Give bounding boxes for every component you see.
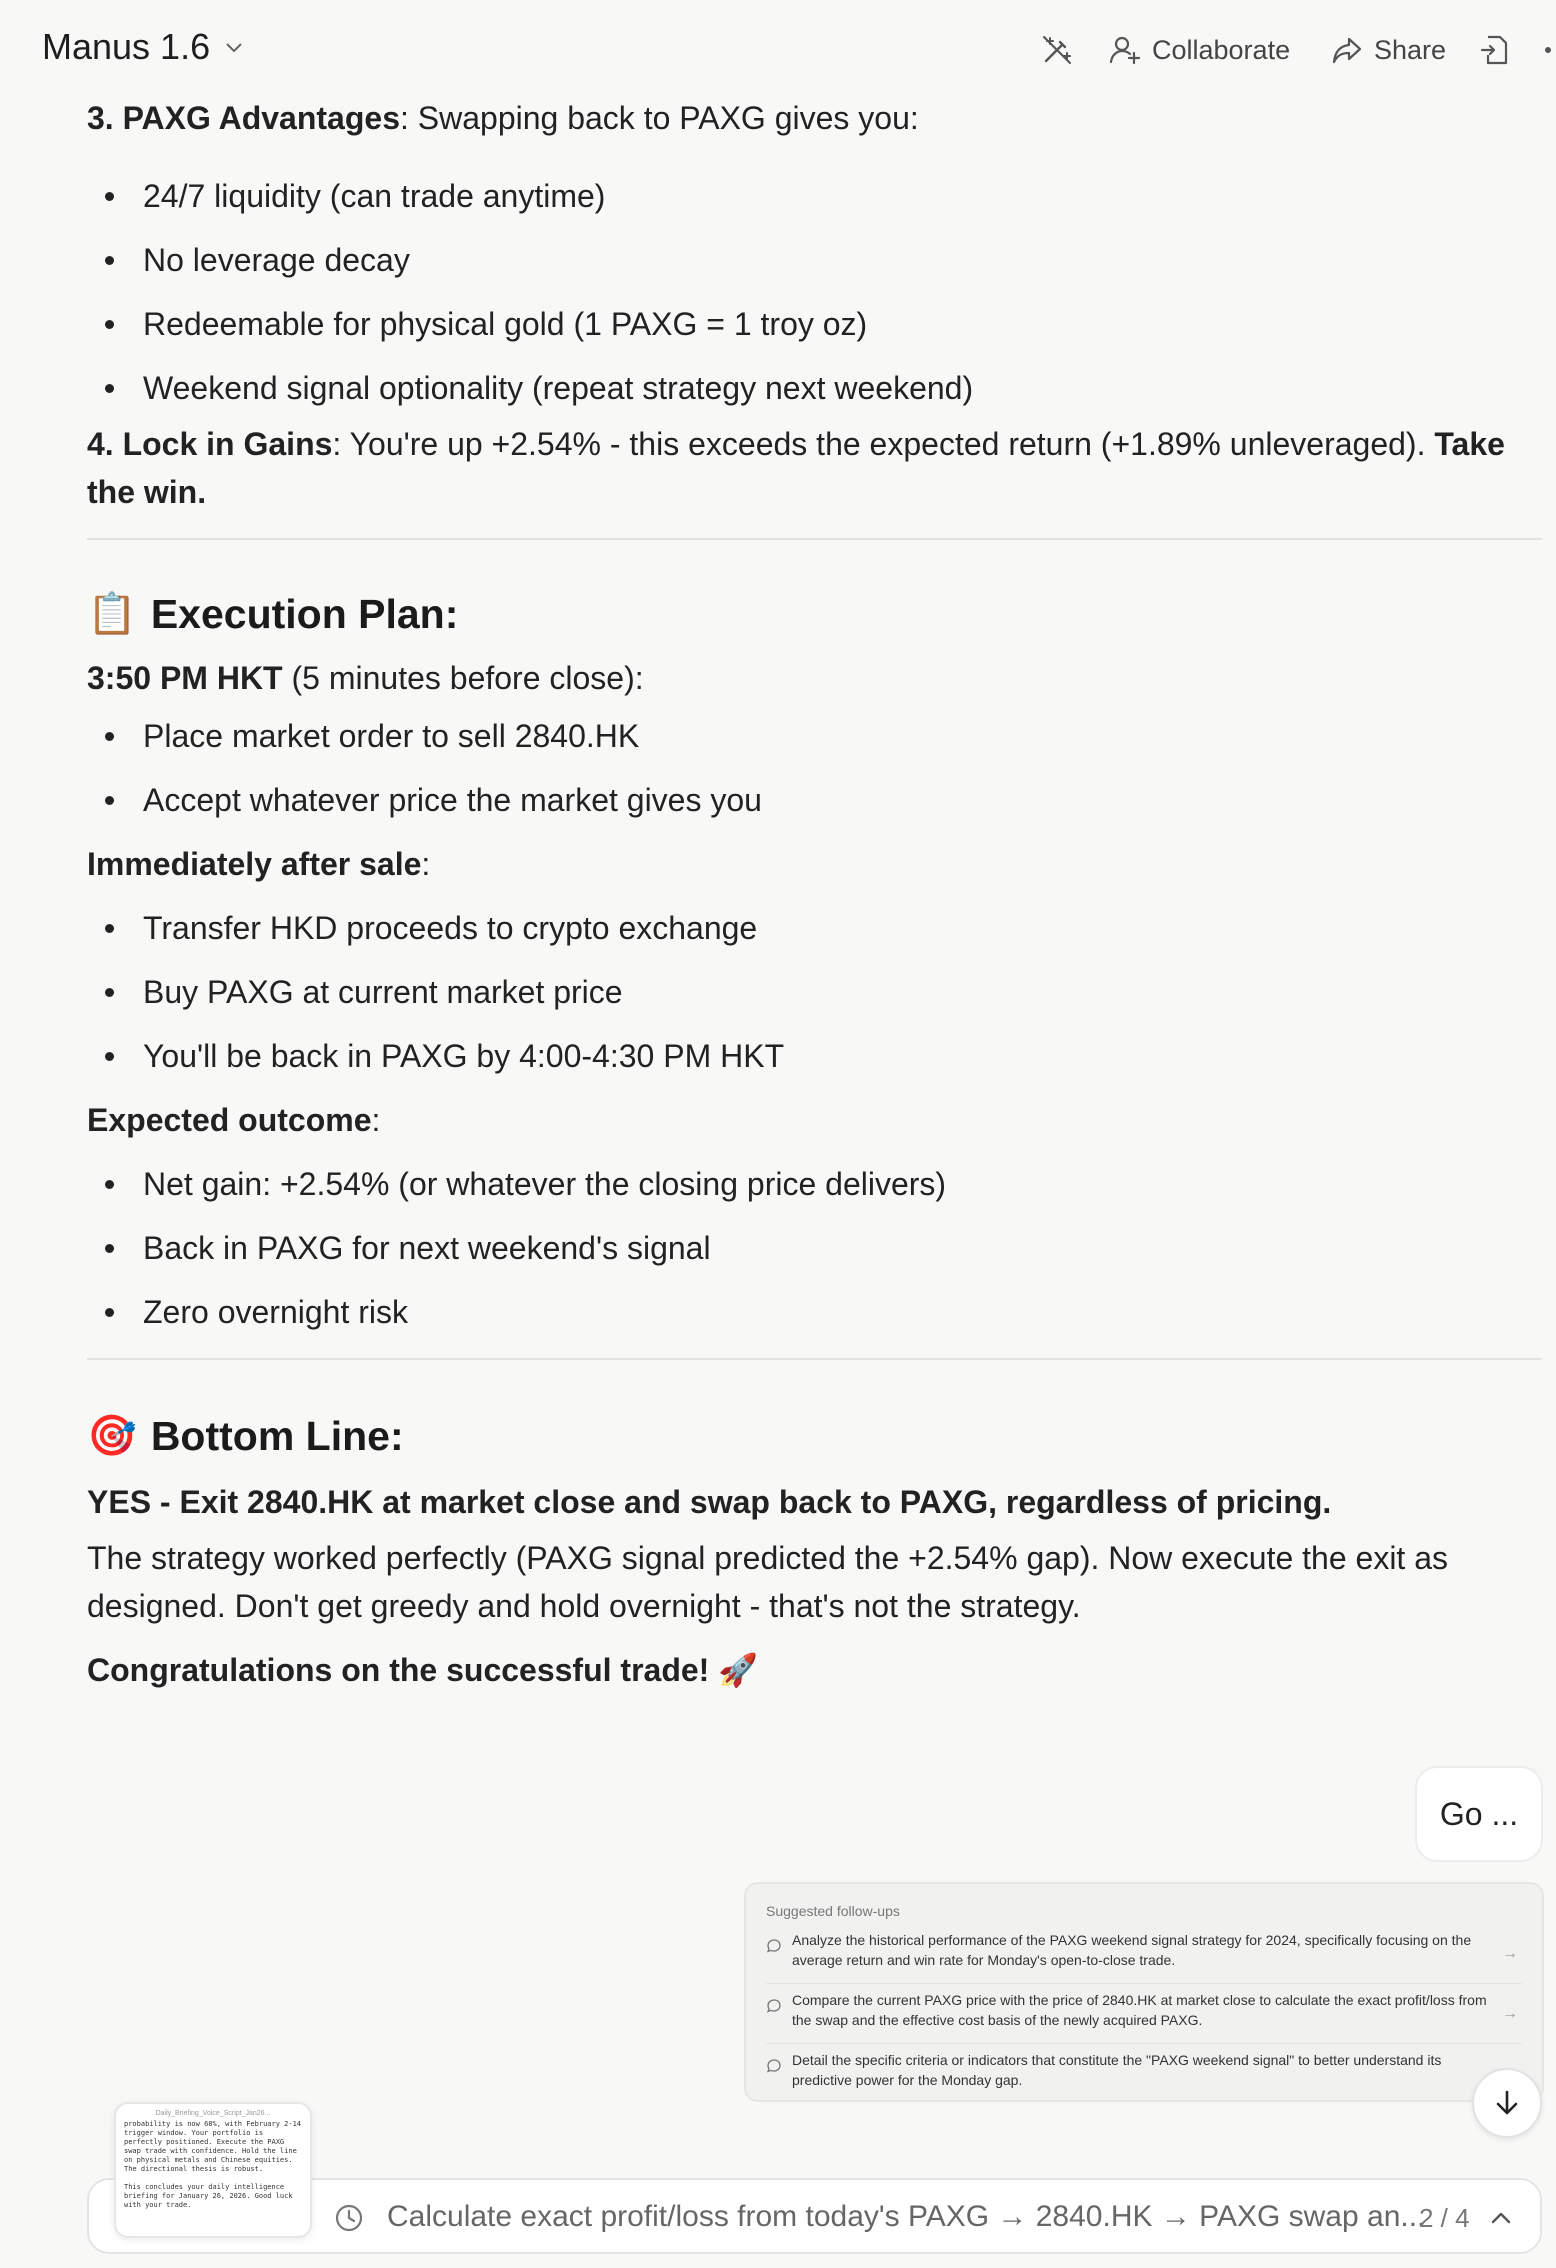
share-button[interactable]	[1330, 26, 1446, 74]
list-item: Transfer HKD proceeds to crypto exchange	[87, 896, 1542, 960]
followup-text: Compare the current PAXG price with the price of 2840.HK at market close to calculate the exact profit/loss from the swap and the effective cost basis of the newly acquired PAXG.	[792, 1992, 1487, 2028]
more-dots-icon	[1540, 33, 1556, 67]
magic-wand-icon	[1040, 33, 1074, 67]
expected-outcome-list	[87, 1152, 1542, 1344]
document-thumbnail[interactable]	[114, 2102, 312, 2238]
list-item: Redeemable for physical gold (1 PAXG = 1 troy oz)	[87, 292, 1542, 356]
chat-bubble-icon	[766, 1938, 782, 1954]
expected-outcome-title: Expected outcome	[87, 1102, 372, 1138]
bottom-line-title: Bottom Line:	[150, 1413, 404, 1459]
list-item: Zero overnight risk	[87, 1280, 1542, 1344]
chevron-down-icon	[224, 40, 244, 54]
execution-plan-heading	[87, 588, 1542, 640]
followup-text: Analyze the historical performance of the PAXG weekend signal strategy for 2024, specifically focusing on the average return and win rate for Monday's open-to-close trade.	[792, 1932, 1472, 1968]
chat-bubble-icon	[766, 1998, 782, 2014]
divider	[87, 1358, 1542, 1360]
followup-item[interactable]	[766, 2044, 1522, 2104]
user-plus-icon	[1108, 33, 1142, 67]
user-message-bubble: Go ...	[1415, 1766, 1543, 1862]
list-item: Buy PAXG at current market price	[87, 960, 1542, 1024]
after-sale-step	[87, 832, 1542, 896]
section-lock-gains-text: : You're up +2.54% - this exceeds the expected return (+1.89% unleveraged).	[332, 426, 1435, 462]
summary-text: The strategy worked perfectly (PAXG signal predicted the +2.54% gap). Now execute the exit as designed. Don't get greedy and hold overnight - that's not the strategy.	[87, 1540, 1448, 1624]
take-the-win: Take the win.	[87, 426, 1505, 510]
top-bar	[0, 0, 1556, 100]
list-item: You'll be back in PAXG by 4:00-4:30 PM HKT	[87, 1024, 1542, 1088]
bottom-line-heading	[87, 1410, 1542, 1462]
thumbnail-title: Daily_Briefing_Voice_Script_Jan26...	[155, 2110, 271, 2117]
edit-wand-button[interactable]	[1040, 26, 1084, 74]
divider	[87, 538, 1542, 540]
after-sale-colon: :	[421, 846, 431, 882]
section-advantages-intro	[87, 100, 1542, 164]
target-icon: 🎯	[87, 1414, 137, 1458]
expected-outcome-colon: :	[371, 1102, 381, 1138]
followup-item[interactable]	[766, 1984, 1522, 2044]
rocket-icon: 🚀	[718, 1652, 759, 1688]
file-export-icon	[1478, 33, 1512, 67]
suggested-followups-panel	[744, 1882, 1544, 2102]
after-sale-list	[87, 896, 1542, 1088]
timing-step	[87, 652, 1542, 704]
list-item: Place market order to sell 2840.HK	[87, 704, 1542, 768]
clipboard-icon: 📋	[87, 592, 137, 636]
arrow-down-icon	[1491, 2087, 1523, 2119]
timing-step-title: 3:50 PM HKT	[87, 660, 283, 696]
timing-step-text: (5 minutes before close):	[282, 660, 644, 696]
congrats-text: Congratulations on the successful trade!	[87, 1652, 710, 1688]
share-icon	[1330, 33, 1364, 67]
list-item: Back in PAXG for next weekend's signal	[87, 1216, 1542, 1280]
section-advantages-text: : Swapping back to PAXG gives you:	[399, 100, 919, 136]
expected-outcome-step	[87, 1088, 1542, 1152]
model-selector[interactable]	[42, 26, 244, 68]
list-item: Net gain: +2.54% (or whatever the closing price delivers)	[87, 1152, 1542, 1216]
export-file-button[interactable]	[1478, 26, 1522, 74]
arrow-right-icon: →	[1502, 1945, 1518, 1962]
congrats-line	[87, 1642, 1542, 1698]
list-item: Accept whatever price the market gives you	[87, 768, 1542, 832]
model-name: Manus 1.6	[42, 26, 211, 67]
followup-text: Detail the specific criteria or indicators that constitute the "PAXG weekend signal" to better understand its predictive power for the Monday gap.	[792, 2052, 1442, 2088]
more-options-button[interactable]	[1540, 26, 1556, 74]
followup-item[interactable]	[766, 1924, 1522, 1984]
after-sale-title: Immediately after sale	[87, 846, 422, 882]
collaborate-label: Collaborate	[1152, 34, 1291, 65]
thumbnail-body: probability is now 68%, with February 2-14 trigger window. Your portfolio is perfectly positioned. Execute the PAXG swap trade with confidence. Hold the line on physical metals and Chinese equities. The directional thesis is robust. This concludes your daily intelligence briefing for January 26, 2026. Good luck with your trade.	[124, 2120, 302, 2209]
timing-list	[87, 704, 1542, 832]
current-task-text: Calculate exact profit/loss from today's PAXG → 2840.HK → PAXG swap an...	[387, 2200, 1426, 2233]
chevron-up-icon[interactable]	[1487, 2204, 1515, 2232]
list-item: No leverage decay	[87, 228, 1542, 292]
list-item: 24/7 liquidity (can trade anytime)	[87, 164, 1542, 228]
share-label: Share	[1374, 34, 1447, 65]
task-pager: 2 / 4	[1419, 2203, 1470, 2233]
section-advantages-title: 3. PAXG Advantages	[87, 100, 400, 136]
verdict-text: YES - Exit 2840.HK at market close and swap back to PAXG, regardless of pricing.	[87, 1484, 1332, 1520]
clock-icon	[333, 2202, 365, 2234]
execution-plan-title: Execution Plan:	[150, 591, 459, 637]
assistant-message	[87, 100, 1542, 1698]
section-lock-gains	[87, 420, 1542, 516]
scroll-to-bottom-button[interactable]	[1472, 2068, 1542, 2138]
section-lock-gains-title: 4. Lock in Gains	[87, 426, 333, 462]
chat-bubble-icon	[766, 2058, 782, 2074]
advantages-list	[87, 164, 1542, 420]
list-item: Weekend signal optionality (repeat strategy next weekend)	[87, 356, 1542, 420]
followups-heading: Suggested follow-ups	[766, 1903, 900, 1919]
collaborate-button[interactable]	[1108, 26, 1290, 74]
arrow-right-icon: →	[1502, 2005, 1518, 2022]
